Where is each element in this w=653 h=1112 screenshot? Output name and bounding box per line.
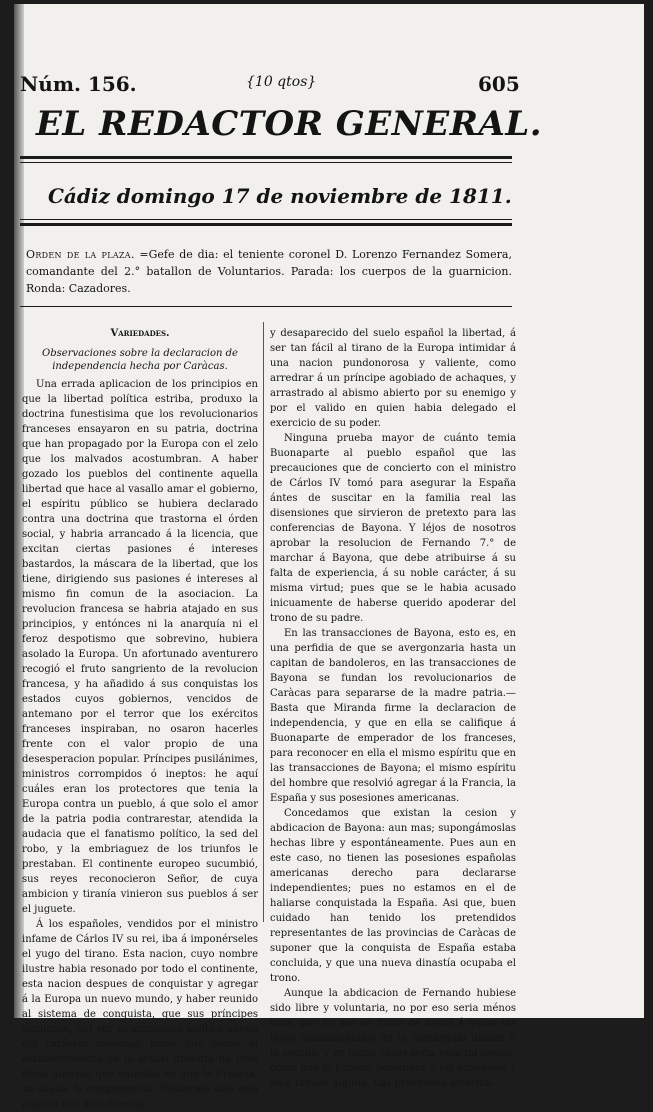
rule-thin	[20, 219, 512, 220]
orden-de-la-plaza	[26, 246, 512, 297]
paragraph: Ninguna prueba mayor de cuánto temia Buonaparte al pueblo español que las precauciones que de concierto con el ministro de Cárlos IV tomó para asegurar la España ántes de suscitar en la familia real las disensiones que sirvieron de pretexto para las conferencias de Bayona. Y léjos de nosotros aprobar la resolucion de Fernando 7.° de marchar á Bayona, que debe atribuirse á su falta de experiencia, á su noble carácter, á su misma virtud; pues que se le habia acusado inicuamente de haberse querido apoderar del trono de su padre.	[270, 433, 516, 624]
article-subtitle: Observaciones sobre la declaracion de independencia hecha por Caràcas.	[42, 348, 238, 372]
rule-thin	[20, 162, 512, 163]
newspaper-page	[14, 4, 644, 1110]
masthead-title: EL REDACTOR GENERAL.	[36, 104, 543, 144]
column-divider	[263, 322, 264, 922]
paragraph: Una errada aplicacion de los principios en que la libertad política estriba, produxo la doctrina funestisima que los revolucionarios franceses ensayaron en su patria, doctrina que han propagado por la Europa con el zelo que los malvados acostumbran. A haber gozado los pueblos del continente aquella libertad que hace al vasallo amar el gobierno, el espíritu público se hubiera declarado contra una doctrina que trastorna el órden social, y habria arrancado á la licencia, que excitan ciertas pasiones é intereses bastardos, la máscara de la libertad, que los tiene, dirigiendo sus pasiones é intereses al mismo fin comun de la asociacion. La revolucion francesa se habria atajado en sus principios, y entónces ni la anarquía ni el feroz despotismo que sobrevino, hubiera asolado la Europa. Un afortunado aventurero recogió el fruto sangriento de la revolucion francesa, y ha añadido á sus conquistas los estados cuyos gobiernos, vencidos de antemano por el terror que los exércitos franceses inspiraban, no osaron hacerles frente con el valor propio de una desesperacion popular. Príncipes pusilánimes, ministros corrompidos ó ineptos: he aquí cuáles eran los protectores que tenia la Europa contra un pueblo, á que solo el amor de la patria podia contrarestar, atendida la audacia que el fanatismo político, la sed del robo, y la embriaguez de los triunfos le prestaban. El continente europeo sucumbió, sus reyes reconocieron Señor, de cuya ambicion y tiranía vinieron sus pueblos á ser el juguete.	[22, 379, 258, 915]
column-right	[270, 326, 516, 1091]
section-rule	[20, 306, 512, 307]
rule-thick	[20, 223, 512, 226]
column-left	[22, 326, 258, 1112]
paragraph: y desaparecido del suelo español la libertad, á ser tan fácil al tirano de la Europa intimidar á una nacion pundonorosa y valiente, como arredrar á un príncipe agobiado de achaques, y arrastrado al abismo abierto por su enemigo y por el valido en quien habia delegado el exercicio de su poder.	[270, 328, 516, 429]
orden-text: =Gefe de dia: el teniente coronel D. Lorenzo Fernandez Somera, comandante del 2.° batallon de Voluntarios. Parada: los cuerpos de la guarnicion. Ronda: Cazadores.	[26, 248, 512, 295]
section-heading: Variedades.	[110, 328, 170, 339]
page-number: 605	[478, 72, 520, 96]
rule-thick	[20, 156, 512, 159]
paragraph: En las transacciones de Bayona, esto es, en una perfidia de que se avergonzaria hasta un capitan de bandoleros, en las transacciones de Bayona se fundan los revolucionarios de Caràcas para separarse de la madre patria.—Basta que Miranda firme la declaracion de independencia, y que en ella se califique á Buonaparte de emperador de los franceses, para reconocer en ella el mismo espíritu que en las transacciones de Bayona; el mismo espíritu del hombre que resolvió agregar á la Francia, la España y sus posesiones americanas.	[270, 628, 516, 804]
paragraph: Á los españoles, vendidos por el ministro infame de Cárlos IV su rei, iba á imponérseles el yugo del tirano. Esta nacion, cuyo nombre ilustre habia resonado por todo el continente, esta nacion despues de conquistar y agregar á la Europa un nuevo mundo, y haber reunido al sistema de conquista, que sus príncipes siguieron, por ser su ambiciosa política agena del carácter nacional; tanto que desde el establecimiento de la actual dinastía no tuvo otras guerras que aquellas en que la Francia, su aliada, la comprometió. Hubierale sido esta alianza aun mas funesta,	[22, 919, 258, 1110]
orden-label: Orden de la plaza.	[26, 248, 135, 261]
paragraph: Aunque la abdicacion de Fernando hubiese sido libre y voluntaria, no por eso seria ménos nula, por no ser en favor de aquel á quien las leyes fundamentales de la monarquía llaman á la corona: y en todos casos seria nula tal cesion, como que la España pertenece á los españoles y no á familia alguna. Las provincias america-	[270, 988, 516, 1089]
paragraph: Concedamos que existan la cesion y abdicacion de Bayona: aun mas; supongámoslas hechas libre y espontáneamente. Pues aun en este caso, no tienen las posesiones españolas americanas derecho para declararse independientes; pues no estamos en el de haliarse conquistada la España. Asi que, buen cuidado han tenido los pretendidos representantes de las provincias de Caràcas de suponer que la conquista de España estaba concluida, y que una nueva dinastía ocupaba el trono.	[270, 808, 516, 984]
price: {10 qtos}	[246, 74, 317, 90]
dateline: Cádiz domingo 17 de noviembre de 1811.	[48, 184, 512, 208]
issue-number: Núm. 156.	[20, 72, 137, 96]
